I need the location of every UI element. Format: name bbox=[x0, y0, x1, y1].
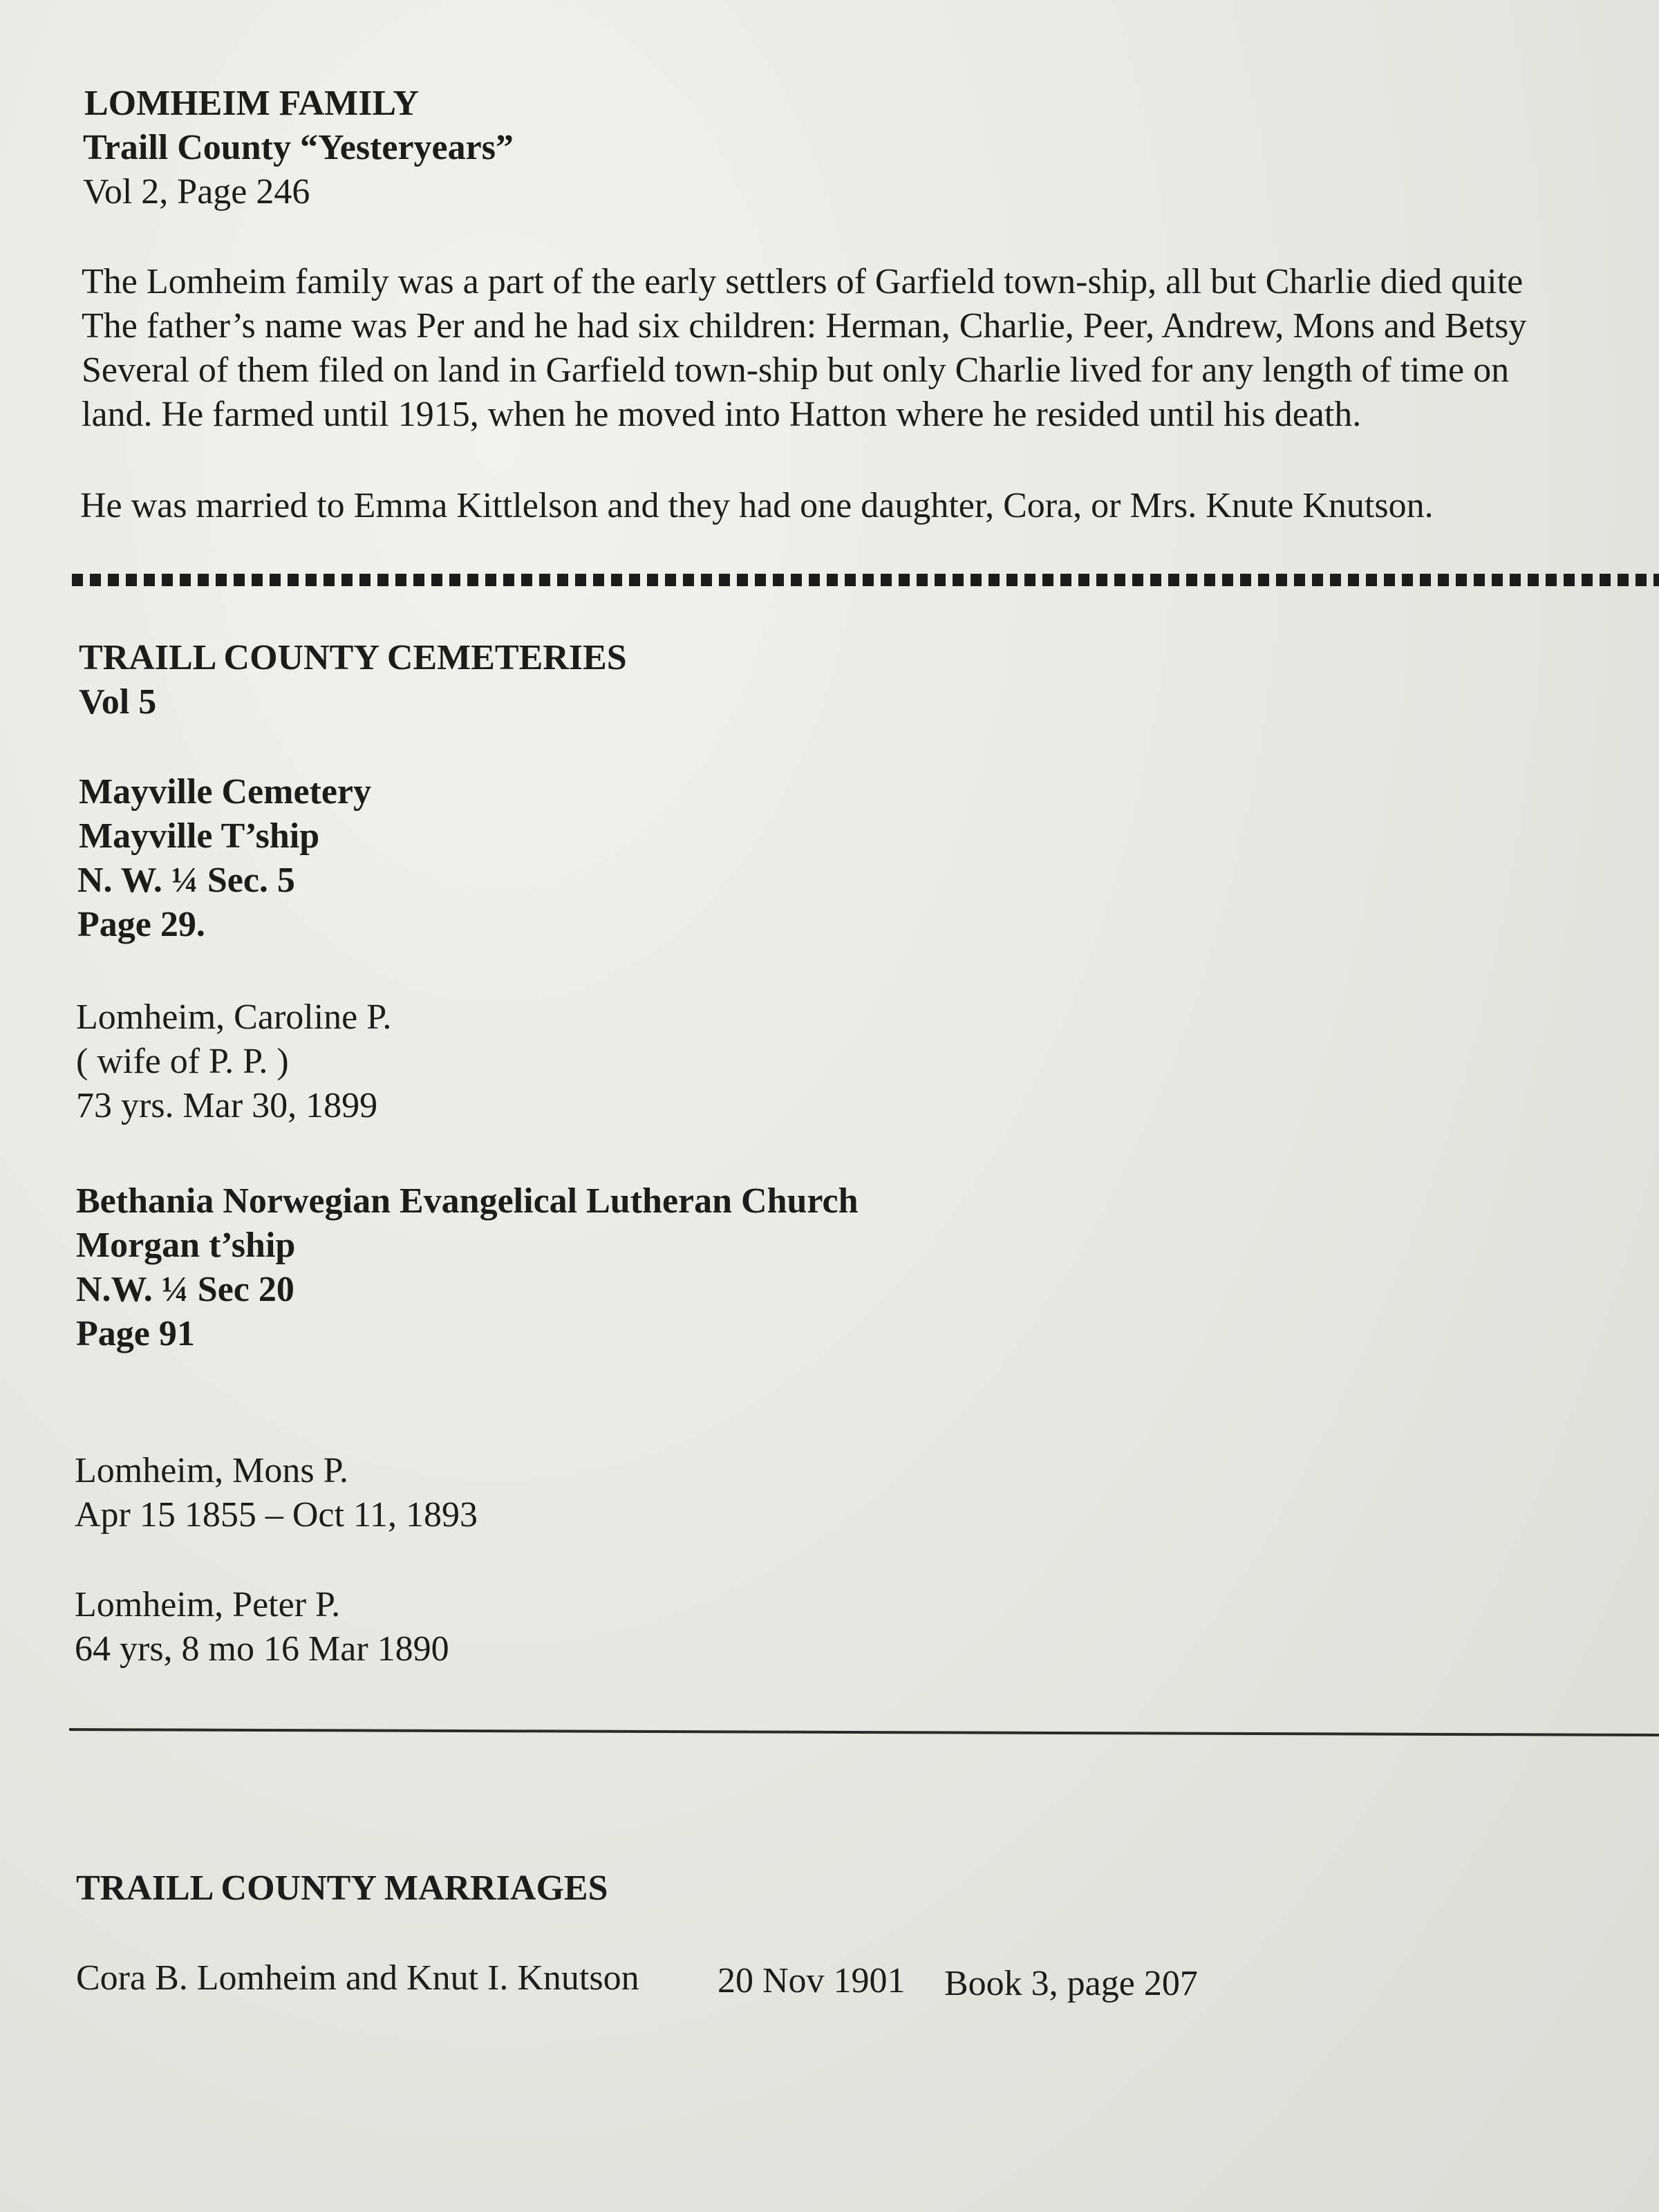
burial-date: 64 yrs, 8 mo 16 Mar 1890 bbox=[75, 1629, 449, 1669]
burial-name: Lomheim, Mons P. bbox=[75, 1451, 348, 1490]
paragraph-line: The father’s name was Per and he had six children: Herman, Charlie, Peer, Andrew, Mons and Betsy bbox=[82, 306, 1527, 346]
marriage-book: Book 3, page 207 bbox=[944, 1964, 1198, 2003]
cemetery-page: Page 29. bbox=[77, 905, 205, 944]
burial-name: Lomheim, Peter P. bbox=[75, 1585, 341, 1624]
cemetery-location: N. W. ¼ Sec. 5 bbox=[77, 861, 295, 900]
burial-note: ( wife of P. P. ) bbox=[76, 1042, 289, 1081]
cemetery-page: Page 91 bbox=[76, 1314, 195, 1353]
marriage-names: Cora B. Lomheim and Knut I. Knutson bbox=[76, 1958, 639, 1998]
cemeteries-volume: Vol 5 bbox=[79, 682, 157, 722]
burial-date: Apr 15 1855 – Oct 11, 1893 bbox=[75, 1495, 478, 1535]
cemetery-location: N.W. ¼ Sec 20 bbox=[76, 1270, 294, 1309]
paragraph-line: The Lomheim family was a part of the early settlers of Garfield town-ship, all but Charlie died quite bbox=[82, 262, 1524, 301]
source-title: Traill County “Yesteryears” bbox=[83, 128, 514, 167]
paragraph-line: land. He farmed until 1915, when he moved into Hatton where he resided until his death. bbox=[82, 395, 1362, 434]
paragraph-line: Several of them filed on land in Garfield town-ship but only Charlie lived for any length of time on bbox=[82, 350, 1510, 390]
marriage-paragraph: He was married to Emma Kittlelson and they had one daughter, Cora, or Mrs. Knute Knutson. bbox=[80, 486, 1434, 525]
source-reference: Vol 2, Page 246 bbox=[83, 172, 310, 212]
solid-divider bbox=[69, 1728, 1659, 1736]
marriages-title: TRAILL COUNTY MARRIAGES bbox=[76, 1868, 608, 1908]
burial-name: Lomheim, Caroline P. bbox=[76, 997, 392, 1037]
burial-date: 73 yrs. Mar 30, 1899 bbox=[76, 1086, 378, 1125]
cemetery-township: Mayville T’ship bbox=[79, 816, 320, 856]
marriage-date: 20 Nov 1901 bbox=[718, 1961, 906, 2000]
dotted-divider bbox=[72, 574, 1659, 586]
cemetery-name: Mayville Cemetery bbox=[79, 772, 372, 812]
cemetery-township: Morgan t’ship bbox=[76, 1226, 296, 1265]
family-title: LOMHEIM FAMILY bbox=[84, 84, 419, 123]
cemeteries-title: TRAILL COUNTY CEMETERIES bbox=[79, 638, 627, 677]
cemetery-name: Bethania Norwegian Evangelical Lutheran Church bbox=[76, 1181, 859, 1221]
